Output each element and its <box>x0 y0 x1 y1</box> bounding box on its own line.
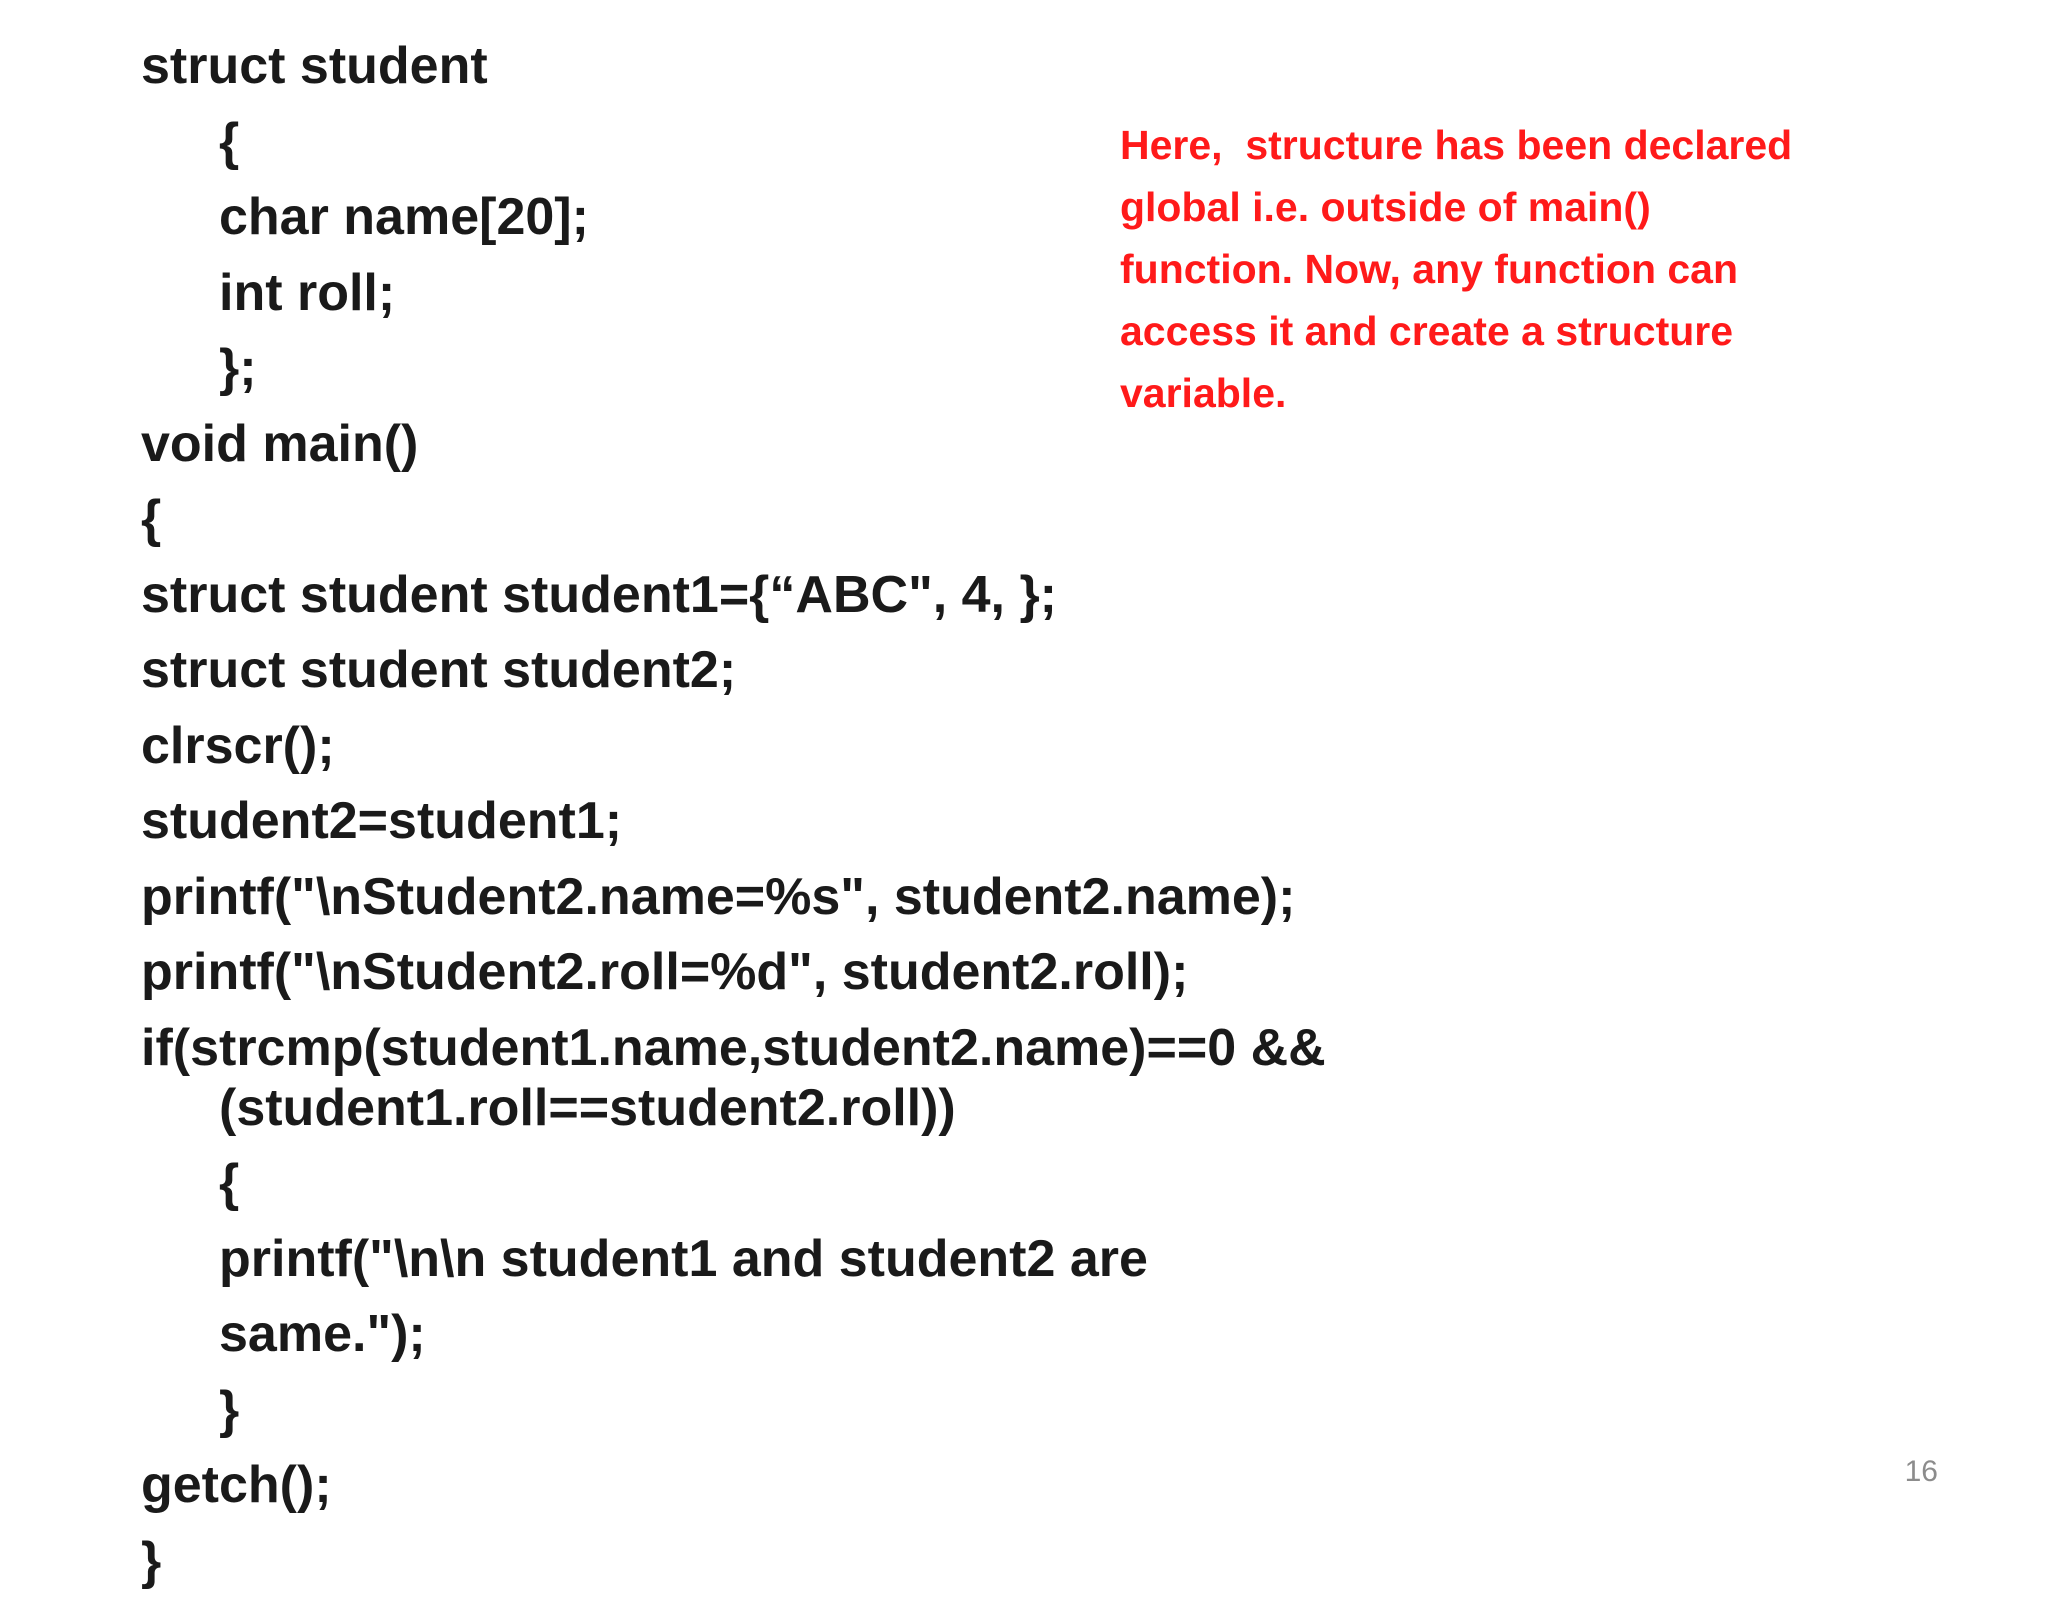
code-line: int roll; <box>141 261 1326 337</box>
code-line: student2=student1; <box>141 789 1326 865</box>
code-line: struct student student1={“ABC", 4, }; <box>141 563 1326 639</box>
code-line: { <box>141 110 1326 186</box>
code-line: if(strcmp(student1.name,student2.name)==0 && <box>141 1016 1326 1076</box>
page-number: 16 <box>1905 1455 1938 1489</box>
code-line: void main() <box>141 412 1326 488</box>
note-line: access it and create a structure <box>1120 300 1920 362</box>
note-line: variable. <box>1120 362 1920 424</box>
note-line: Here, structure has been declared <box>1120 114 1920 176</box>
code-line: { <box>141 487 1326 563</box>
code-line: getch(); <box>141 1453 1326 1529</box>
code-line: struct student <box>141 34 1326 110</box>
code-line: } <box>141 1529 1326 1604</box>
code-line: same."); <box>141 1302 1326 1378</box>
note-line: function. Now, any function can <box>1120 238 1920 300</box>
code-line: (student1.roll==student2.roll)) <box>141 1076 1326 1152</box>
code-line: { <box>141 1151 1326 1227</box>
code-line: printf("\n\n student1 and student2 are <box>141 1227 1326 1303</box>
code-line: }; <box>141 336 1326 412</box>
code-line: printf("\nStudent2.roll=%d", student2.roll); <box>141 940 1326 1016</box>
code-line: struct student student2; <box>141 638 1326 714</box>
code-line: printf("\nStudent2.name=%s", student2.name); <box>141 865 1326 941</box>
code-line: clrscr(); <box>141 714 1326 790</box>
code-line: } <box>141 1378 1326 1454</box>
note-line: global i.e. outside of main() <box>1120 176 1920 238</box>
code-line: char name[20]; <box>141 185 1326 261</box>
annotation-note <box>1120 114 1920 424</box>
